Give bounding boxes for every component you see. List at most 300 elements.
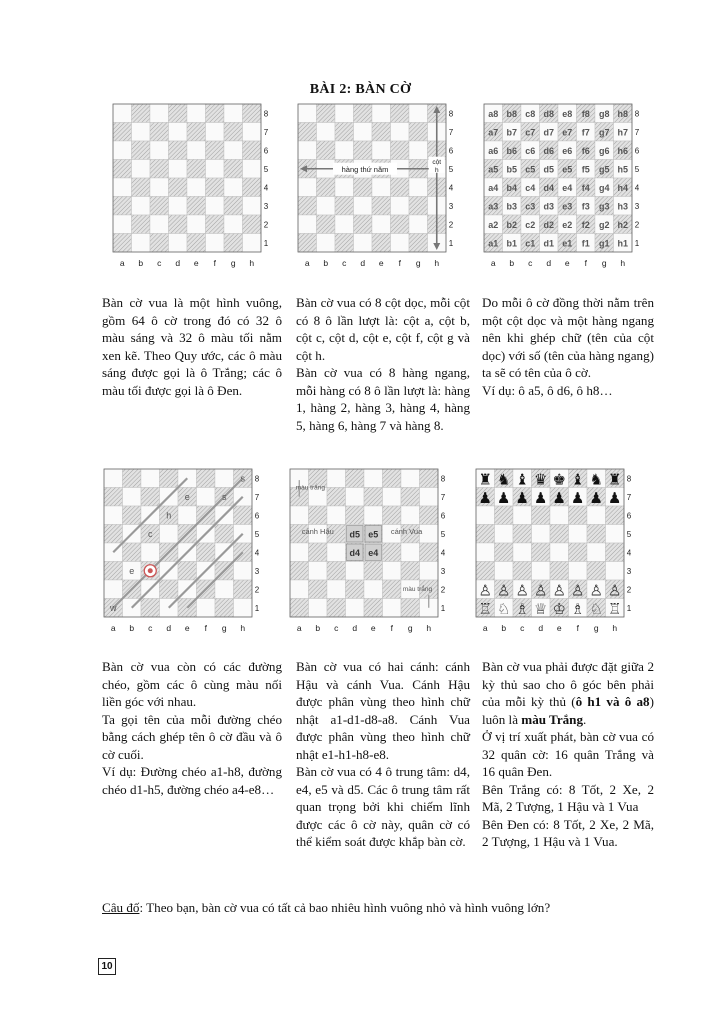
square xyxy=(391,234,410,253)
square-name: b7 xyxy=(506,127,518,138)
white-piece: ♗ xyxy=(515,600,529,618)
square xyxy=(409,123,428,142)
square xyxy=(123,488,142,507)
square xyxy=(206,215,225,234)
square xyxy=(372,197,391,216)
file-label: g xyxy=(221,623,227,633)
square xyxy=(495,562,514,581)
file-label: a xyxy=(490,258,496,268)
chessboard-rows-columns xyxy=(298,104,470,274)
square-name: h4 xyxy=(617,182,629,193)
square-name: c4 xyxy=(525,182,536,193)
square xyxy=(401,488,420,507)
riddle-text: : Theo bạn, bàn cờ vua có tất cả bao nhiêu hình vuông nhỏ và hình vuông lớn? xyxy=(139,900,551,915)
square xyxy=(298,215,317,234)
black-piece: ♝ xyxy=(515,470,529,489)
square xyxy=(169,141,188,160)
square xyxy=(327,506,346,525)
file-label: a xyxy=(296,623,302,633)
rank-label: 8 xyxy=(448,109,454,119)
square xyxy=(224,234,243,253)
file-label: f xyxy=(390,623,393,633)
square-name: b2 xyxy=(506,219,518,230)
square xyxy=(132,160,151,179)
white-pawn: ♙ xyxy=(571,581,585,600)
black-pawn: ♟ xyxy=(571,489,585,507)
white-pawn: ♙ xyxy=(534,581,548,600)
center-square-label: e4 xyxy=(368,547,379,558)
diagonal-letter: w xyxy=(110,602,117,613)
square-name: g6 xyxy=(598,145,610,156)
square xyxy=(206,123,225,142)
square xyxy=(104,469,123,488)
square xyxy=(513,562,532,581)
corner-label: màu trắng xyxy=(295,484,325,492)
square xyxy=(169,234,188,253)
square-name: d1 xyxy=(543,238,555,249)
square xyxy=(346,469,365,488)
square-name: a1 xyxy=(488,238,499,249)
white-piece: ♕ xyxy=(534,600,548,618)
square xyxy=(113,178,132,197)
square xyxy=(187,141,206,160)
center-square-label: e5 xyxy=(368,529,379,540)
black-pawn: ♟ xyxy=(589,489,603,507)
black-pawn: ♟ xyxy=(478,489,492,507)
file-label: d xyxy=(175,258,181,268)
square xyxy=(569,543,588,562)
rank-label: 3 xyxy=(626,566,632,576)
square xyxy=(187,104,206,123)
square xyxy=(169,160,188,179)
square xyxy=(113,197,132,216)
square xyxy=(206,141,225,160)
rank-label: 3 xyxy=(634,201,640,211)
square xyxy=(160,580,179,599)
target-icon-center xyxy=(148,568,153,573)
square xyxy=(317,178,336,197)
square xyxy=(206,234,225,253)
square xyxy=(187,215,206,234)
square xyxy=(150,160,169,179)
square xyxy=(383,599,402,618)
square-name: g3 xyxy=(598,201,610,212)
square xyxy=(346,488,365,507)
file-label: h xyxy=(240,623,246,633)
square-name: e2 xyxy=(562,219,573,230)
square xyxy=(587,562,606,581)
square xyxy=(409,197,428,216)
rank-label: 5 xyxy=(634,164,640,174)
square-name: a4 xyxy=(488,182,499,193)
rank-label: 6 xyxy=(254,511,260,521)
square xyxy=(206,160,225,179)
rank-label: 6 xyxy=(440,511,446,521)
square-name: b8 xyxy=(506,108,518,119)
square xyxy=(215,599,234,618)
square xyxy=(309,599,328,618)
file-label: c xyxy=(520,623,525,633)
square xyxy=(401,543,420,562)
square-name: d8 xyxy=(543,108,555,119)
square-name: f1 xyxy=(581,238,590,249)
square xyxy=(495,506,514,525)
square xyxy=(132,234,151,253)
rank-label: 3 xyxy=(448,201,454,211)
text-square-names: Do mỗi ô cờ đồng thời nằm trên một cột dọc và một hàng ngang nên khi ghép chữ (tên của cột dọc) với số (tên của hàng ngang) ta sẽ có tên của ô cờ. Ví dụ: ô a5, ô d6, ô h8… xyxy=(482,295,654,398)
square xyxy=(141,469,160,488)
square xyxy=(113,123,132,142)
rank-label: 5 xyxy=(626,529,632,539)
diagonal-letter: s xyxy=(222,491,227,502)
square xyxy=(587,525,606,544)
square xyxy=(532,506,551,525)
square xyxy=(169,123,188,142)
square xyxy=(420,506,439,525)
white-pawn: ♙ xyxy=(608,581,622,600)
rank-label: 5 xyxy=(440,529,446,539)
square xyxy=(606,543,625,562)
square xyxy=(383,543,402,562)
square-name: g4 xyxy=(598,182,610,193)
rank-label: 5 xyxy=(263,164,269,174)
file-label: h xyxy=(426,623,432,633)
rank-label: 2 xyxy=(448,220,454,230)
square xyxy=(606,562,625,581)
black-pawn: ♟ xyxy=(534,489,548,507)
white-pawn: ♙ xyxy=(552,581,566,600)
square xyxy=(309,580,328,599)
square xyxy=(364,599,383,618)
square xyxy=(132,104,151,123)
file-label: b xyxy=(509,258,515,268)
rank-label: 6 xyxy=(634,146,640,156)
square xyxy=(150,104,169,123)
file-label: a xyxy=(119,258,125,268)
file-label: a xyxy=(304,258,310,268)
file-label: f xyxy=(576,623,579,633)
square xyxy=(550,543,569,562)
square xyxy=(224,215,243,234)
square xyxy=(401,469,420,488)
square-name: f7 xyxy=(581,127,590,138)
square-name: g1 xyxy=(598,238,610,249)
square xyxy=(132,141,151,160)
file-label: d xyxy=(538,623,544,633)
square xyxy=(290,599,309,618)
rank-label: 5 xyxy=(254,529,260,539)
square xyxy=(327,562,346,581)
square xyxy=(391,197,410,216)
square xyxy=(298,178,317,197)
square xyxy=(160,525,179,544)
square xyxy=(104,525,123,544)
square xyxy=(364,506,383,525)
file-label: e xyxy=(370,623,376,633)
square xyxy=(290,562,309,581)
rank-label: 1 xyxy=(448,238,454,248)
square-name: d3 xyxy=(543,201,555,212)
text-wings-center: Bàn cờ vua có hai cánh: cánh Hậu và cánh Vua. Cánh Hậu được phân vùng theo hình chữ nhật a1-d1-d8-a8. Cánh Vua được phân vùng theo hình chữ nhật e1-h1-h8-e8. Bàn cờ vua có 4 ô trung tâm: d4, e4, e5 và d5. Các ô trung tâm rất quan trọng bởi khi chiếm lĩnh được các ô cờ này, quân cờ có thể kiểm soát được khắp bàn cờ. xyxy=(296,659,470,849)
file-label: e xyxy=(556,623,562,633)
file-label: e xyxy=(378,258,384,268)
square xyxy=(197,469,216,488)
square xyxy=(169,178,188,197)
black-piece: ♜ xyxy=(608,470,622,489)
square-name: e8 xyxy=(562,108,573,119)
square xyxy=(104,562,123,581)
center-square-label: d4 xyxy=(349,547,361,558)
square-name: a2 xyxy=(488,219,499,230)
square xyxy=(513,525,532,544)
square xyxy=(513,543,532,562)
square-name: d2 xyxy=(543,219,555,230)
square xyxy=(327,488,346,507)
square xyxy=(372,178,391,197)
square-name: f3 xyxy=(581,201,590,212)
square xyxy=(391,123,410,142)
square-name: c2 xyxy=(525,219,536,230)
square xyxy=(224,178,243,197)
square-name: b3 xyxy=(506,201,518,212)
rank-label: 1 xyxy=(440,603,446,613)
square xyxy=(317,104,336,123)
square-name: g5 xyxy=(598,164,610,175)
square xyxy=(401,506,420,525)
file-label: d xyxy=(352,623,358,633)
square-name: e1 xyxy=(562,238,573,249)
square xyxy=(178,506,197,525)
square xyxy=(587,506,606,525)
square xyxy=(104,506,123,525)
white-pawn: ♙ xyxy=(478,581,492,600)
rank-label: 4 xyxy=(263,183,269,193)
rank-label: 1 xyxy=(263,238,269,248)
white-piece: ♘ xyxy=(497,600,511,618)
square xyxy=(346,506,365,525)
square-name: e4 xyxy=(562,182,573,193)
square xyxy=(187,123,206,142)
square xyxy=(187,160,206,179)
square xyxy=(354,197,373,216)
square xyxy=(243,123,262,142)
square xyxy=(150,197,169,216)
file-label: c xyxy=(528,258,533,268)
chessboard-start-position xyxy=(476,469,648,639)
rank-label: 1 xyxy=(626,603,632,613)
square xyxy=(215,525,234,544)
black-pawn: ♟ xyxy=(515,489,529,507)
square xyxy=(420,525,439,544)
square-name: h5 xyxy=(617,164,629,175)
square xyxy=(569,562,588,581)
chessboard-plain xyxy=(113,104,285,274)
square xyxy=(141,599,160,618)
square-name: h1 xyxy=(617,238,629,249)
square-name: f8 xyxy=(581,108,590,119)
square-name: e5 xyxy=(562,164,573,175)
square xyxy=(178,562,197,581)
square xyxy=(298,197,317,216)
rank-label: 4 xyxy=(448,183,454,193)
square xyxy=(123,469,142,488)
file-label: c xyxy=(342,258,347,268)
black-piece: ♝ xyxy=(571,470,585,489)
square xyxy=(391,215,410,234)
square xyxy=(391,104,410,123)
rank-label: 7 xyxy=(634,127,640,137)
square xyxy=(206,104,225,123)
file-label: a xyxy=(482,623,488,633)
square xyxy=(587,543,606,562)
square xyxy=(224,160,243,179)
file-label: h xyxy=(620,258,626,268)
square xyxy=(354,104,373,123)
square xyxy=(317,197,336,216)
square xyxy=(187,178,206,197)
square xyxy=(327,543,346,562)
king-side-label: cánh Vua xyxy=(390,526,423,536)
square xyxy=(187,197,206,216)
white-piece: ♖ xyxy=(478,600,492,618)
square-name: g8 xyxy=(598,108,610,119)
square xyxy=(476,562,495,581)
square xyxy=(409,234,428,253)
square xyxy=(476,506,495,525)
square-name: f5 xyxy=(581,164,590,175)
file-label: c xyxy=(334,623,339,633)
square xyxy=(113,104,132,123)
square xyxy=(354,178,373,197)
square xyxy=(327,469,346,488)
rank-label: 2 xyxy=(440,585,446,595)
chessboard-wings-center xyxy=(290,469,462,639)
square xyxy=(150,141,169,160)
text-diagonals: Bàn cờ vua còn có các đường chéo, gồm các ô cùng màu nối liền góc với nhau. Ta gọi tên của mỗi đường chéo bằng cách ghép tên ô cờ đầu và ô cờ cuối. Ví dụ: Đường chéo a1-h8, đường chéo d1-h5, đường chéo a4-e8… xyxy=(102,659,282,797)
square xyxy=(132,123,151,142)
rank-label: 2 xyxy=(626,585,632,595)
rank-label: 7 xyxy=(626,492,632,502)
white-pawn: ♙ xyxy=(497,581,511,600)
rank-label: 6 xyxy=(448,146,454,156)
center-square-label: d5 xyxy=(349,529,361,540)
rank-label: 1 xyxy=(254,603,260,613)
square xyxy=(150,234,169,253)
square xyxy=(550,562,569,581)
square xyxy=(113,215,132,234)
file-label: f xyxy=(398,258,401,268)
square xyxy=(104,580,123,599)
square xyxy=(224,141,243,160)
square xyxy=(372,215,391,234)
white-pawn: ♙ xyxy=(589,581,603,600)
square xyxy=(346,580,365,599)
file-label: e xyxy=(193,258,199,268)
square xyxy=(113,141,132,160)
file-label: g xyxy=(415,258,421,268)
rank-label: 4 xyxy=(440,548,446,558)
square-name: c8 xyxy=(525,108,536,119)
square xyxy=(132,178,151,197)
square xyxy=(372,104,391,123)
black-piece: ♞ xyxy=(589,470,603,489)
square-name: h3 xyxy=(617,201,629,212)
square xyxy=(150,215,169,234)
square xyxy=(234,506,253,525)
square xyxy=(169,197,188,216)
square xyxy=(354,123,373,142)
square-name: h7 xyxy=(617,127,629,138)
file-label: b xyxy=(501,623,507,633)
rank-label: 8 xyxy=(254,474,260,484)
square xyxy=(169,215,188,234)
file-label: h xyxy=(434,258,440,268)
file-label: b xyxy=(315,623,321,633)
square xyxy=(234,599,253,618)
file-label: f xyxy=(584,258,587,268)
square-name: b1 xyxy=(506,238,518,249)
file-label: g xyxy=(407,623,413,633)
square xyxy=(160,469,179,488)
square xyxy=(420,562,439,581)
square xyxy=(420,543,439,562)
file-label: c xyxy=(157,258,162,268)
square xyxy=(401,599,420,618)
square-name: b4 xyxy=(506,182,518,193)
square xyxy=(335,141,354,160)
square xyxy=(409,104,428,123)
square xyxy=(215,580,234,599)
square xyxy=(476,543,495,562)
square xyxy=(224,104,243,123)
square xyxy=(187,234,206,253)
file-label: b xyxy=(129,623,135,633)
rank-label: 6 xyxy=(263,146,269,156)
square-name: h6 xyxy=(617,145,629,156)
square xyxy=(317,234,336,253)
square xyxy=(532,543,551,562)
square xyxy=(298,234,317,253)
square xyxy=(317,215,336,234)
rank-label: 8 xyxy=(634,109,640,119)
rank-label: 7 xyxy=(254,492,260,502)
square xyxy=(335,123,354,142)
square xyxy=(354,141,373,160)
square xyxy=(243,234,262,253)
square-name: c5 xyxy=(525,164,536,175)
chessboard-square-names xyxy=(484,104,656,274)
square xyxy=(309,543,328,562)
square xyxy=(391,178,410,197)
square-name: d6 xyxy=(543,145,555,156)
square xyxy=(335,178,354,197)
square xyxy=(104,488,123,507)
rank-label: 3 xyxy=(440,566,446,576)
square xyxy=(317,123,336,142)
square xyxy=(420,469,439,488)
board-squares xyxy=(113,104,261,252)
square-name: f4 xyxy=(581,182,590,193)
square-name: a6 xyxy=(488,145,499,156)
square xyxy=(354,215,373,234)
rank-label: 3 xyxy=(263,201,269,211)
square xyxy=(606,525,625,544)
square xyxy=(150,178,169,197)
rank-label: 5 xyxy=(448,164,454,174)
square xyxy=(513,506,532,525)
square xyxy=(354,234,373,253)
square-name: c1 xyxy=(525,238,536,249)
